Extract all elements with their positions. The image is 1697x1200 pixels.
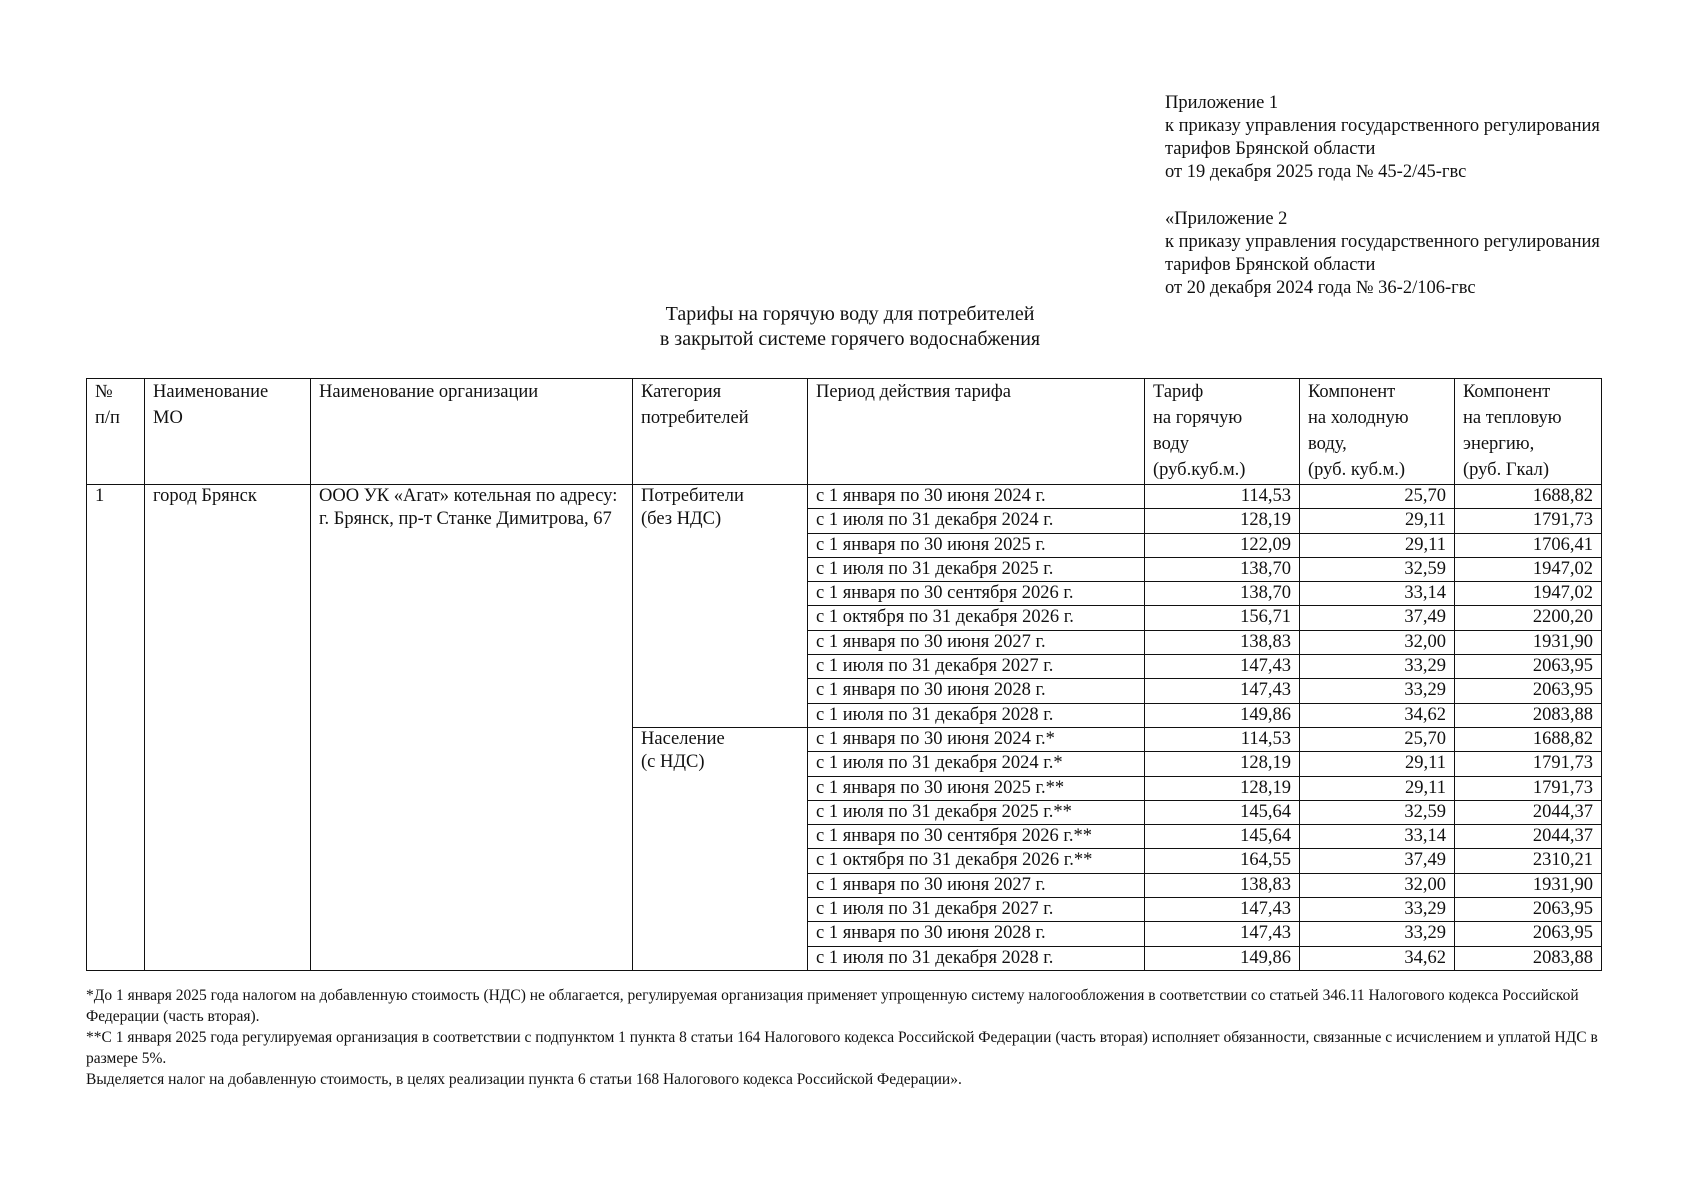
period-cell: с 1 июля по 31 декабря 2027 г. <box>808 655 1145 679</box>
tariff-cell: 138,83 <box>1145 630 1300 654</box>
header-cold-water: Компонент на холодную воду, (руб. куб.м.) <box>1300 379 1455 485</box>
heat-energy-cell: 1931,90 <box>1455 630 1602 654</box>
cold-water-cell: 33,14 <box>1300 825 1455 849</box>
cold-water-cell: 29,11 <box>1300 533 1455 557</box>
tariff-table <box>86 378 1602 971</box>
cold-water-cell: 34,62 <box>1300 946 1455 970</box>
heat-energy-cell: 2063,95 <box>1455 679 1602 703</box>
appendix-1-line: тарифов Брянской области <box>1165 139 1376 159</box>
period-cell: с 1 июля по 31 декабря 2025 г.** <box>808 800 1145 824</box>
period-cell: с 1 июля по 31 декабря 2025 г. <box>808 557 1145 581</box>
cold-water-cell: 37,49 <box>1300 606 1455 630</box>
tariff-cell: 138,70 <box>1145 582 1300 606</box>
tariff-cell: 114,53 <box>1145 485 1300 509</box>
header-organization: Наименование организации <box>311 379 633 485</box>
tariff-cell: 147,43 <box>1145 679 1300 703</box>
cold-water-cell: 33,29 <box>1300 655 1455 679</box>
cold-water-cell: 37,49 <box>1300 849 1455 873</box>
cold-water-cell: 29,11 <box>1300 752 1455 776</box>
header-mo: Наименование МО <box>145 379 311 485</box>
heat-energy-cell: 2200,20 <box>1455 606 1602 630</box>
heat-energy-cell: 1931,90 <box>1455 873 1602 897</box>
heat-energy-cell: 1688,82 <box>1455 727 1602 751</box>
period-cell: с 1 января по 30 сентября 2026 г. <box>808 582 1145 606</box>
category-cell: Потребители (без НДС) <box>633 485 808 728</box>
period-cell: с 1 января по 30 июня 2027 г. <box>808 873 1145 897</box>
cold-water-cell: 33,29 <box>1300 922 1455 946</box>
heat-energy-cell: 1791,73 <box>1455 509 1602 533</box>
appendix-2-line: от 20 декабря 2024 года № 36-2/106-гвс <box>1165 278 1476 298</box>
footnote: Выделяется налог на добавленную стоимость, в целях реализации пункта 6 статьи 168 Налогового кодекса Российской Федерации». <box>86 1071 962 1088</box>
footnote: **С 1 января 2025 года регулируемая организация в соответствии с подпунктом 1 пункта 8 статьи 164 Налогового кодекса Российской Федерации (часть вторая) исполняет обязанности, связанные с исчислением и уплатой НДС в размере 5%. <box>86 1029 1598 1067</box>
cold-water-cell: 34,62 <box>1300 703 1455 727</box>
period-cell: с 1 октября по 31 декабря 2026 г. <box>808 606 1145 630</box>
header-period: Период действия тарифа <box>808 379 1145 485</box>
title-line: Тарифы на горячую воду для потребителей <box>665 303 1035 325</box>
heat-energy-cell: 1688,82 <box>1455 485 1602 509</box>
period-cell: с 1 января по 30 июня 2028 г. <box>808 679 1145 703</box>
period-cell: с 1 января по 30 июня 2024 г.* <box>808 727 1145 751</box>
tariff-cell: 128,19 <box>1145 509 1300 533</box>
heat-energy-cell: 2044,37 <box>1455 825 1602 849</box>
period-cell: с 1 июля по 31 декабря 2024 г. <box>808 509 1145 533</box>
period-cell: с 1 июля по 31 декабря 2027 г. <box>808 898 1145 922</box>
period-cell: с 1 октября по 31 декабря 2026 г.** <box>808 849 1145 873</box>
title-line: в закрытой системе горячего водоснабжения <box>659 328 1041 350</box>
period-cell: с 1 июля по 31 декабря 2028 г. <box>808 703 1145 727</box>
organization-cell: ООО УК «Агат» котельная по адресу: г. Брянск, пр-т Станке Димитрова, 67 <box>311 485 633 971</box>
row-number: 1 <box>87 485 145 971</box>
appendix-2-header <box>1165 208 1685 300</box>
cold-water-cell: 29,11 <box>1300 776 1455 800</box>
cold-water-cell: 33,14 <box>1300 582 1455 606</box>
cold-water-cell: 32,00 <box>1300 873 1455 897</box>
heat-energy-cell: 2044,37 <box>1455 800 1602 824</box>
heat-energy-cell: 2083,88 <box>1455 703 1602 727</box>
tariff-cell: 147,43 <box>1145 655 1300 679</box>
tariff-cell: 164,55 <box>1145 849 1300 873</box>
tariff-cell: 128,19 <box>1145 776 1300 800</box>
heat-energy-cell: 1706,41 <box>1455 533 1602 557</box>
document-title <box>600 302 1100 352</box>
cold-water-cell: 25,70 <box>1300 485 1455 509</box>
header-tariff: Тариф на горячую воду (руб.куб.м.) <box>1145 379 1300 485</box>
appendix-1-line: к приказу управления государственного регулирования <box>1165 116 1600 136</box>
period-cell: с 1 января по 30 июня 2025 г.** <box>808 776 1145 800</box>
footnotes <box>86 985 1646 1090</box>
appendix-2-line: к приказу управления государственного регулирования <box>1165 232 1600 252</box>
tariff-cell: 138,70 <box>1145 557 1300 581</box>
period-cell: с 1 января по 30 июня 2028 г. <box>808 922 1145 946</box>
cold-water-cell: 33,29 <box>1300 679 1455 703</box>
table-row <box>87 485 1602 509</box>
tariff-cell: 145,64 <box>1145 800 1300 824</box>
tariff-cell: 147,43 <box>1145 922 1300 946</box>
footnote: *До 1 января 2025 года налогом на добавленную стоимость (НДС) не облагается, регулируемая организация применяет упрощенную систему налогообложения в соответствии со статьей 346.11 Налогового кодекса Российской Федерации (часть вторая). <box>86 987 1579 1025</box>
header-category: Категория потребителей <box>633 379 808 485</box>
period-cell: с 1 января по 30 июня 2024 г. <box>808 485 1145 509</box>
tariff-cell: 156,71 <box>1145 606 1300 630</box>
heat-energy-cell: 2063,95 <box>1455 922 1602 946</box>
header-num: № п/п <box>87 379 145 485</box>
municipality-cell: город Брянск <box>145 485 311 971</box>
tariff-cell: 138,83 <box>1145 873 1300 897</box>
period-cell: с 1 января по 30 сентября 2026 г.** <box>808 825 1145 849</box>
heat-energy-cell: 2310,21 <box>1455 849 1602 873</box>
heat-energy-cell: 1947,02 <box>1455 582 1602 606</box>
appendix-2-line: тарифов Брянской области <box>1165 255 1376 275</box>
heat-energy-cell: 2063,95 <box>1455 655 1602 679</box>
tariff-cell: 149,86 <box>1145 946 1300 970</box>
heat-energy-cell: 2083,88 <box>1455 946 1602 970</box>
tariff-cell: 145,64 <box>1145 825 1300 849</box>
heat-energy-cell: 2063,95 <box>1455 898 1602 922</box>
period-cell: с 1 января по 30 июня 2027 г. <box>808 630 1145 654</box>
tariff-cell: 114,53 <box>1145 727 1300 751</box>
heat-energy-cell: 1947,02 <box>1455 557 1602 581</box>
tariff-cell: 128,19 <box>1145 752 1300 776</box>
period-cell: с 1 июля по 31 декабря 2024 г.* <box>808 752 1145 776</box>
cold-water-cell: 33,29 <box>1300 898 1455 922</box>
appendix-1-line: от 19 декабря 2025 года № 45-2/45-гвс <box>1165 162 1467 182</box>
cold-water-cell: 25,70 <box>1300 727 1455 751</box>
category-cell: Население (с НДС) <box>633 727 808 970</box>
cold-water-cell: 32,00 <box>1300 630 1455 654</box>
cold-water-cell: 32,59 <box>1300 800 1455 824</box>
cold-water-cell: 29,11 <box>1300 509 1455 533</box>
table-header-row <box>87 379 1602 485</box>
period-cell: с 1 июля по 31 декабря 2028 г. <box>808 946 1145 970</box>
tariff-cell: 149,86 <box>1145 703 1300 727</box>
appendix-1-header <box>1165 92 1685 184</box>
tariff-cell: 122,09 <box>1145 533 1300 557</box>
header-heat-energy: Компонент на тепловую энергию, (руб. Гкал) <box>1455 379 1602 485</box>
appendix-1-line: Приложение 1 <box>1165 93 1279 113</box>
tariff-cell: 147,43 <box>1145 898 1300 922</box>
period-cell: с 1 января по 30 июня 2025 г. <box>808 533 1145 557</box>
cold-water-cell: 32,59 <box>1300 557 1455 581</box>
heat-energy-cell: 1791,73 <box>1455 776 1602 800</box>
heat-energy-cell: 1791,73 <box>1455 752 1602 776</box>
appendix-2-line: «Приложение 2 <box>1165 209 1288 229</box>
